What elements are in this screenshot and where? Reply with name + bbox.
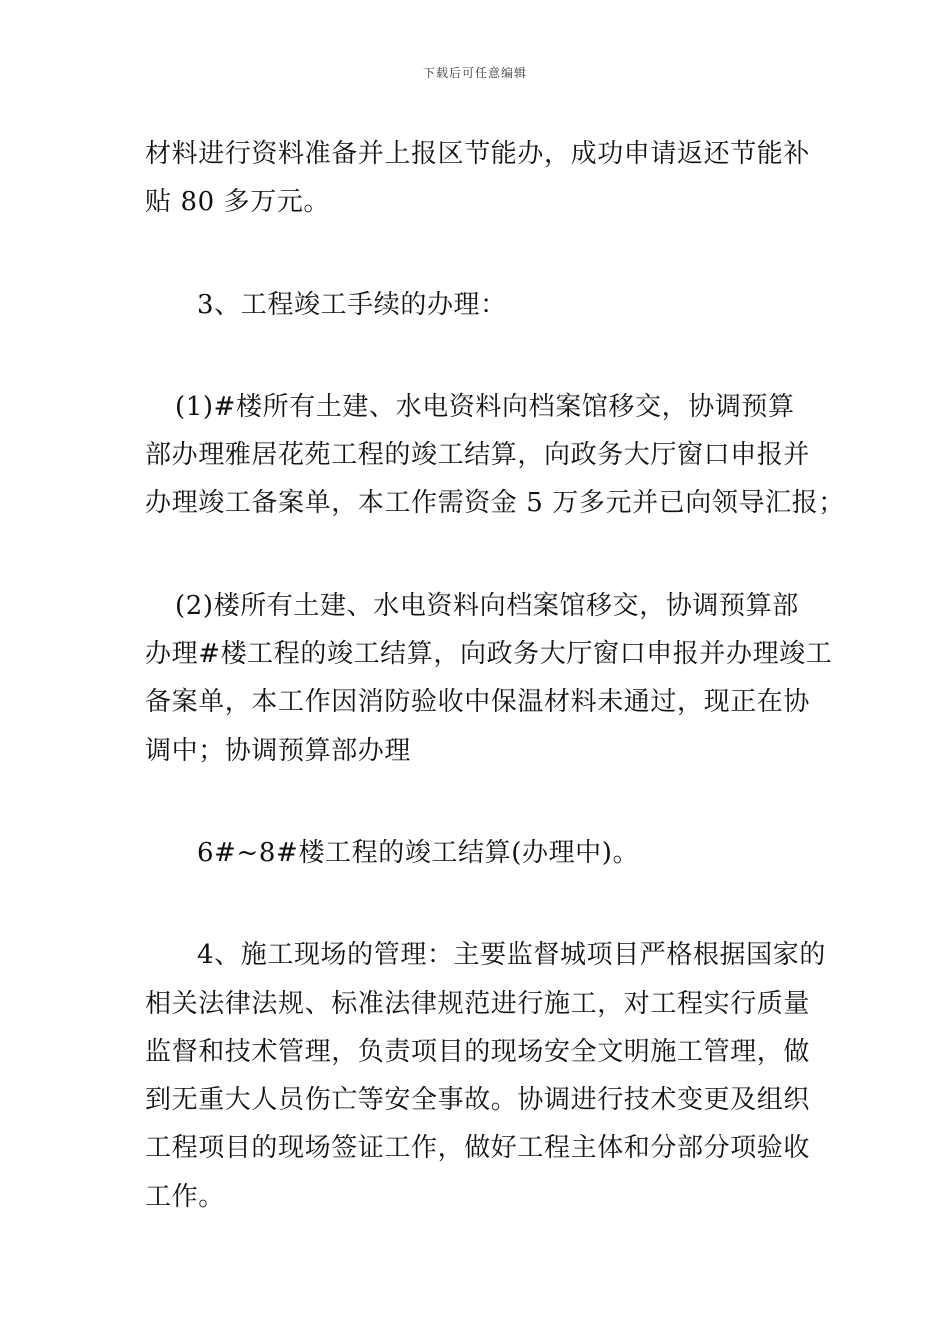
- text-line: (1)#楼所有土建、水电资料向档案馆移交，协调预算: [175, 391, 795, 422]
- text-line: 6#~8#楼工程的竣工结算(办理中)。: [197, 837, 640, 868]
- text-line: 工作。: [145, 1181, 225, 1212]
- text-line: 监督和技术管理，负责项目的现场安全文明施工管理，做: [145, 1036, 811, 1067]
- text-line: 贴 80 多万元。: [145, 187, 331, 218]
- text-line: 办理#楼工程的竣工结算，向政务大厅窗口申报并办理竣工: [145, 639, 833, 670]
- paragraph-item-2: [145, 582, 833, 775]
- text-line: 部办理雅居花苑工程的竣工结算，向政务大厅窗口申报并: [145, 440, 811, 471]
- text-line: 办理竣工备案单，本工作需资金 5 万多元并已向领导汇报；: [145, 488, 845, 519]
- text-line: 相关法律法规、标准法律规范进行施工，对工程实行质量: [145, 988, 811, 1019]
- paragraph-section-3-heading: [145, 281, 810, 329]
- section-heading: 3、工程竣工手续的办理：: [197, 289, 507, 320]
- text-line: 材料进行资料准备并上报区节能办，成功申请返还节能补: [145, 139, 811, 169]
- paragraph-section-4: [145, 931, 826, 1221]
- text-line: 备案单，本工作因消防验收中保温材料未通过，现正在协: [145, 687, 811, 718]
- text-line: (2)楼所有土建、水电资料向档案馆移交，协调预算部: [175, 590, 799, 621]
- paragraph-item-3: [145, 829, 810, 877]
- text-line: 到无重大人员伤亡等安全事故。协调进行技术变更及组织: [145, 1085, 811, 1116]
- text-line: 工程项目的现场签证工作，做好工程主体和分部分项验收: [145, 1133, 811, 1164]
- document-body: [145, 130, 845, 1221]
- text-line: 调中；协调预算部办理: [145, 735, 412, 766]
- page-header: 下载后可任意编辑: [422, 66, 527, 80]
- paragraph-continuation: [145, 130, 810, 227]
- text-line: 4、施工现场的管理：主要监督城项目严格根据国家的: [197, 940, 826, 971]
- paragraph-item-1: [145, 383, 845, 528]
